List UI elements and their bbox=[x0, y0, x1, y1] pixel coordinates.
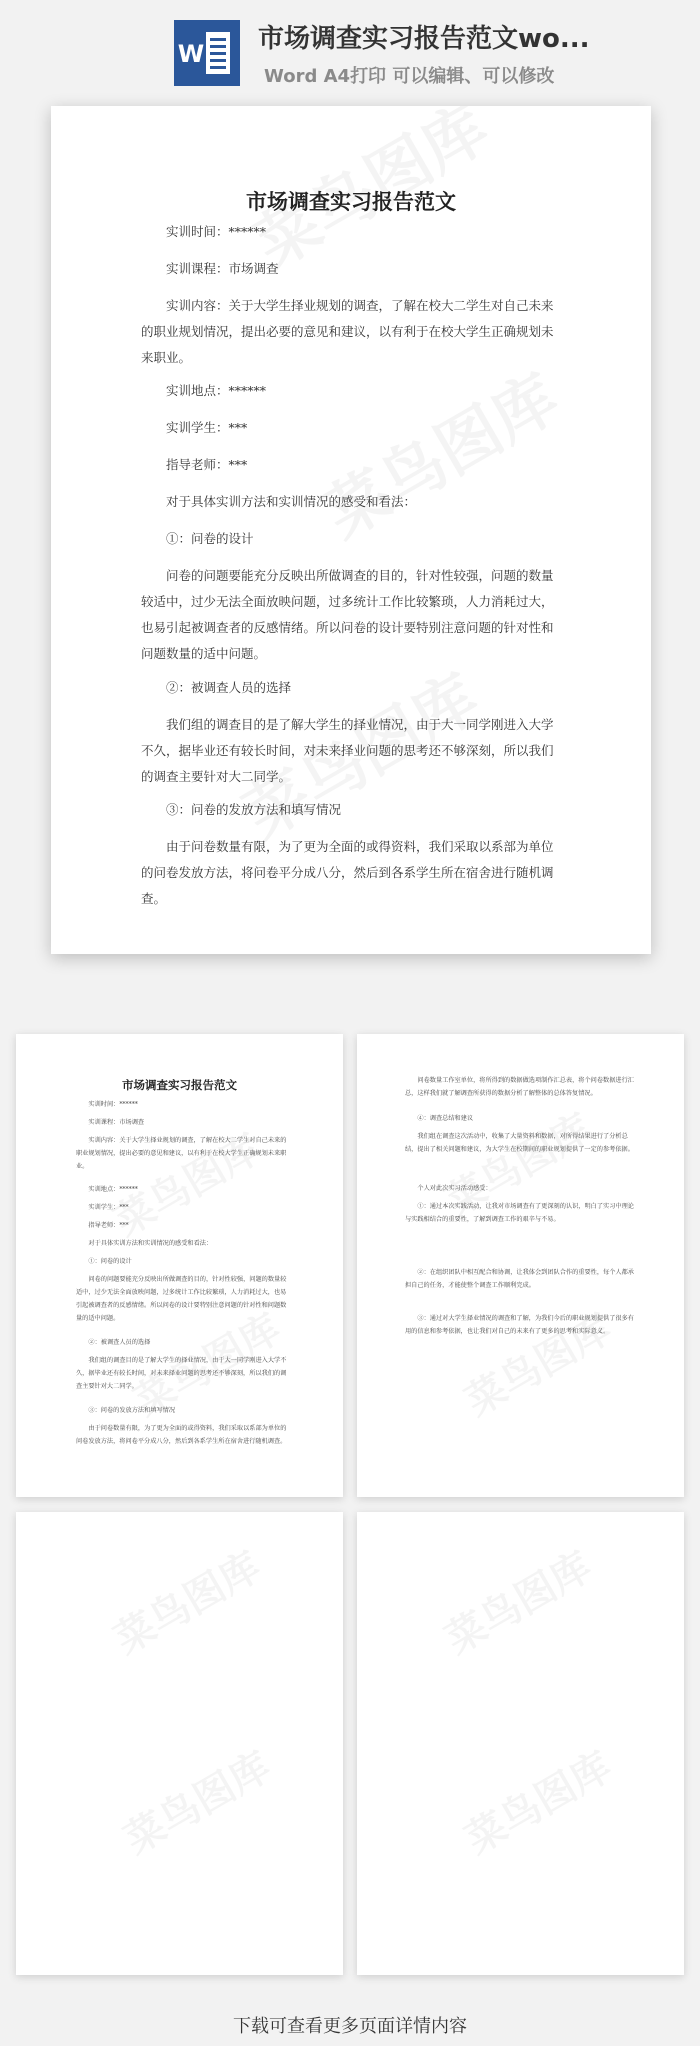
thumbnail-paragraph: 由于问卷数量有限，为了更为全面的或得资料，我们采取以系部为单位的问卷发放方法，将问卷平分成八分，然后到各系学生所在宿舍进行随机调查。 bbox=[76, 1425, 287, 1445]
thumbnail-paragraph: ③：问卷的发放方法和填写情况 bbox=[88, 1407, 176, 1414]
thumbnail-paragraph: ④：调查总结和建议 bbox=[417, 1115, 474, 1122]
paragraph: 实训时间：****** bbox=[166, 224, 267, 239]
thumbnail-paragraph: 我们组的调查目的是了解大学生的择业情况，由于大一同学刚进入大学不久，据毕业还有较长时间，对未来择业问题的思考还不够深刻，所以我们的调查主要针对大二同学。 bbox=[76, 1357, 287, 1390]
thumbnail-paragraph: ③：通过对大学生择业情况的调查和了解，为我们今后的职业规划提供了很多有用的信息和参考依据，也让我们对自己的未来有了更多的思考和实际意义。 bbox=[405, 1315, 634, 1335]
page-thumbnail-1 bbox=[16, 1034, 343, 1497]
document-subtitle: Word A4打印 可以编辑、可以修改 bbox=[264, 66, 555, 87]
page-thumbnail-3 bbox=[16, 1512, 343, 1975]
paragraph: 由于问卷数量有限，为了更为全面的或得资料，我们采取以系部为单位的问卷发放方法，将问卷平分成八分，然后到各系学生所在宿舍进行随机调查。 bbox=[141, 839, 554, 906]
thumbnail-title: 市场调查实习报告范文 bbox=[122, 1078, 237, 1092]
thumbnail-paragraph: ①：通过本次实践活动，让我对市场调查有了更深刻的认识，明白了实习中理论与实践相结合的重要性，了解到调查工作的艰辛与不易。 bbox=[405, 1203, 634, 1223]
thumbnail-paragraph: 对于具体实训方法和实训情况的感受和看法： bbox=[88, 1240, 213, 1247]
paragraph: 实训内容：关于大学生择业规划的调查，了解在校大二学生对自己未来的职业规划情况，提出必要的意见和建议，以有利于在校大学生正确规划未来职业。 bbox=[141, 298, 554, 365]
section-heading: ③：问卷的发放方法和填写情况 bbox=[166, 802, 342, 817]
page-title: 市场调查实习报告范文 bbox=[246, 189, 456, 214]
page-preview-large bbox=[51, 106, 651, 954]
thumbnail-paragraph: ①：问卷的设计 bbox=[88, 1258, 132, 1265]
header bbox=[0, 0, 700, 100]
paragraph: 实训学生：*** bbox=[166, 420, 248, 435]
watermark bbox=[453, 1736, 620, 1865]
document-title: 市场调查实习报告范文wo... bbox=[258, 24, 590, 54]
thumbnail-paragraph: 问卷数量工作室单位，将所得到的数据做选项制作汇总表，将个问卷数据进行汇总，这样我们就了解调查所获得的数据分析了解整体的总体答复情况。 bbox=[405, 1077, 634, 1097]
paragraph: 实训课程：市场调查 bbox=[166, 261, 279, 276]
page-thumbnail-4 bbox=[357, 1512, 684, 1975]
thumbnail-paragraph: 问卷的问题要能充分反映出所做调查的目的，针对性较强，问题的数量较适中，过少无法全面放映问题，过多统计工作比较繁琐，人力消耗过大，也易引起被调查者的反感情绪。所以问卷的设计要特别注意问题的针对性和问题数量的适中问题。 bbox=[76, 1276, 287, 1322]
paragraph: 我们组的调查目的是了解大学生的择业情况，由于大一同学刚进入大学不久，据毕业还有较长时间，对未来择业问题的思考还不够深刻，所以我们的调查主要针对大二同学。 bbox=[141, 717, 554, 784]
thumbnail-paragraph: 实训内容：关于大学生择业规划的调查，了解在校大二学生对自己未来的职业规划情况，提出必要的意见和建议，以有利于在校大学生正确规划未来职业。 bbox=[76, 1137, 287, 1170]
thumbnail-paragraph: 我们组在调查这次活动中，收集了大量资料和数据，对所得结果进行了分析总结，提出了相关问题和建议，为大学生在校期间的职业规划提供了一定的参考依据。 bbox=[405, 1133, 634, 1153]
word-document-icon bbox=[174, 20, 240, 86]
thumbnail-paragraph: 指导老师：*** bbox=[88, 1222, 129, 1229]
watermark bbox=[112, 1736, 279, 1865]
thumbnail-paragraph: 实训时间：****** bbox=[88, 1101, 138, 1108]
section-heading: ①：问卷的设计 bbox=[166, 531, 254, 546]
paragraph: 实训地点：****** bbox=[166, 383, 267, 398]
watermark bbox=[102, 1536, 269, 1665]
download-more-link[interactable]: 下载可查看更多页面详情内容 bbox=[233, 2016, 467, 2037]
paragraph: 指导老师：*** bbox=[166, 457, 248, 472]
section-heading: ②：被调查人员的选择 bbox=[166, 680, 292, 695]
thumbnail-paragraph: ②：被调查人员的选择 bbox=[88, 1339, 151, 1346]
paragraph: 对于具体实训方法和实训情况的感受和看法： bbox=[166, 494, 417, 509]
thumbnail-paragraph: 个人对此次实习活动感受： bbox=[417, 1185, 492, 1192]
paragraph: 问卷的问题要能充分反映出所做调查的目的，针对性较强，问题的数量较适中，过少无法全面放映问题，过多统计工作比较繁琐，人力消耗过大，也易引起被调查者的反感情绪。所以问卷的设计要特别注意问题的针对性和问题数量的适中问题。 bbox=[141, 568, 554, 661]
thumbnail-paragraph: 实训课程：市场调查 bbox=[88, 1119, 145, 1126]
word-icon-letter: W bbox=[177, 40, 205, 68]
thumbnail-paragraph: ②：在组织团队中相互配合和协调，让我体会到团队合作的重要性，每个人都承担自己的任务，才能使整个调查工作顺利完成。 bbox=[405, 1269, 634, 1289]
watermark bbox=[433, 1536, 600, 1665]
thumbnail-paragraph: 实训学生：*** bbox=[88, 1204, 129, 1211]
thumbnail-paragraph: 实训地点：****** bbox=[88, 1186, 138, 1193]
page-thumbnail-2 bbox=[357, 1034, 684, 1497]
